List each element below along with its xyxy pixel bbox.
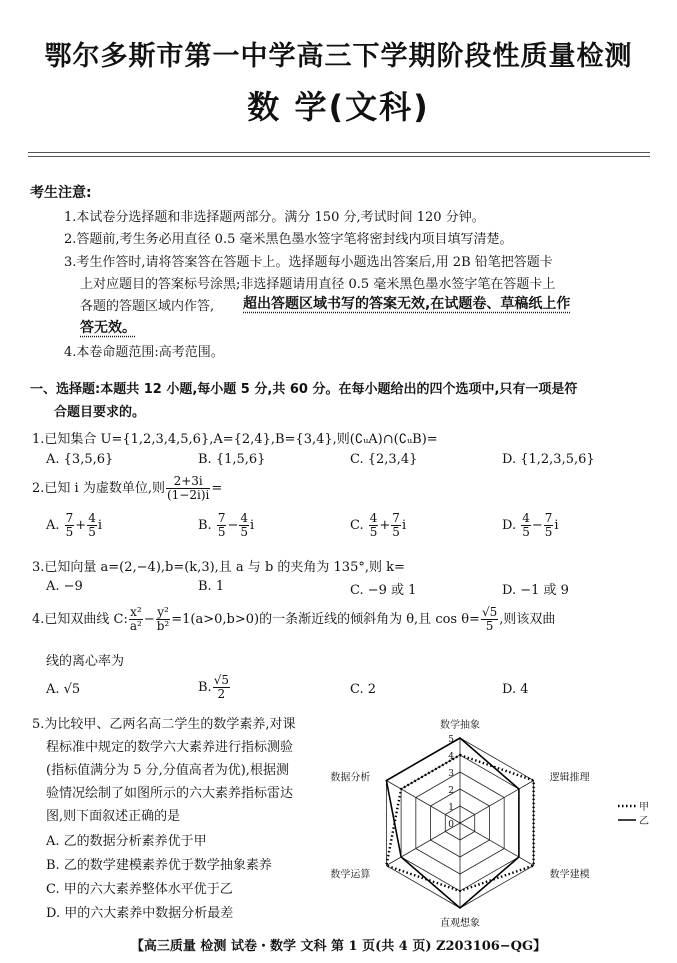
q2-option-label: B. xyxy=(198,518,216,533)
q2-option-frac1 xyxy=(521,512,531,539)
q2-option-unit: i xyxy=(554,518,559,533)
q3-option-a: A. −9 xyxy=(46,579,83,594)
divider-top xyxy=(28,152,650,153)
q5-stem-line: (指标值满分为 5 分,分值高者为优),根据测 xyxy=(46,763,289,778)
q2-option-frac1-num: 4 xyxy=(522,511,530,525)
q4-option-b-den: 2 xyxy=(217,687,226,701)
q1-option-b: B. {1,5,6} xyxy=(198,452,266,467)
q5-stem-line: 验情况绘制了如图所示的六大素养指标雷达 xyxy=(46,786,294,801)
radar-tick-label: 4 xyxy=(448,752,454,762)
notice-emphasis-end: 答无效。 xyxy=(80,320,136,336)
q2-option-frac1-den: 5 xyxy=(65,525,74,539)
radar-axis-label: 数学建模 xyxy=(549,869,590,881)
q3-option-c: C. −9 或 1 xyxy=(350,583,417,598)
q2-denominator: (1−2i)i xyxy=(166,488,210,502)
radar-tick-label: 1 xyxy=(448,803,454,813)
q1-option-a: A. {3,5,6} xyxy=(46,452,114,467)
q2-option-unit: i xyxy=(401,518,407,533)
q4-option-b-label: B. xyxy=(198,680,212,695)
q2-option-frac1 xyxy=(217,512,227,539)
q2-option-frac2 xyxy=(87,512,97,539)
radar-axis-line xyxy=(460,781,534,824)
radar-axis-label: 数据分析 xyxy=(330,772,371,784)
q3-option-b: B. 1 xyxy=(198,579,225,594)
q4-cos-fraction xyxy=(481,606,498,633)
q4-y-fraction xyxy=(156,606,171,633)
legend-label: 甲 xyxy=(639,802,649,813)
q5-stem-line: 程标准中规定的数学六大素养进行指标测验 xyxy=(46,740,294,755)
radar-tick-label: 5 xyxy=(448,735,454,745)
q3-option-d: D. −1 或 9 xyxy=(502,583,569,598)
q2-option-frac1-num: 4 xyxy=(369,511,378,525)
notice-item: 2.答题前,考生务必用直径 0.5 毫米黑色墨水签字笔将密封线内项目填写清楚。 xyxy=(64,232,513,247)
q5-stem-line: 图,则下面叙述正确的是 xyxy=(46,809,181,824)
q4-stem-mid: =1(a>0,b>0)的一条渐近线的倾斜角为 θ,且 cos θ= xyxy=(171,612,480,627)
q2-option-frac2-num: 7 xyxy=(392,511,400,525)
q1-stem: 1.已知集合 U={1,2,3,4,5,6},A={2,4},B={3,4},则(∁ᵤA)∩(∁ᵤB)= xyxy=(32,432,438,447)
q4-y-num: y² xyxy=(157,605,169,619)
q2-option-operator: − xyxy=(227,518,239,533)
q4-option-c: C. 2 xyxy=(350,682,377,697)
q2-option-label: C. xyxy=(350,518,368,533)
q2-option-frac2-den: 5 xyxy=(544,525,553,539)
notice-item: 1.本试卷分选择题和非选择题两部分。满分 150 分,考试时间 120 分钟。 xyxy=(64,210,485,225)
q4-cos-den: 5 xyxy=(485,619,494,633)
q3-stem: 3.已知向量 a=(2,−4),b=(k,3),且 a 与 b 的夹角为 135°,则 k= xyxy=(32,560,405,575)
radar-axis-label: 数学抽象 xyxy=(440,720,480,731)
q4-x-num: x² xyxy=(130,605,142,619)
q1-option-c: C. {2,3,4} xyxy=(350,452,418,467)
q4-cos-num: √5 xyxy=(481,605,498,619)
q2-option-frac2-num: 7 xyxy=(544,511,553,525)
q2-stem-pre: 2.已知 i 为虚数单位,则 xyxy=(32,481,165,496)
radar-tick-label: 0 xyxy=(448,820,454,830)
q2-option-d xyxy=(502,512,559,539)
q5-option-a: A. 乙的数据分析素养优于甲 xyxy=(46,834,207,849)
q2-option-label: D. xyxy=(502,518,521,533)
notice-item: 4.本卷命题范围:高考范围。 xyxy=(64,345,224,360)
q4-stem-line2: 线的离心率为 xyxy=(46,654,125,669)
q2-option-frac1-num: 7 xyxy=(217,511,226,525)
subject-title: 数 学(文科) xyxy=(247,88,430,126)
notice-item: 各题的答题区域内作答, xyxy=(80,299,215,314)
notice-heading: 考生注意: xyxy=(30,185,92,201)
q2-option-frac2-den: 5 xyxy=(88,525,96,539)
q2-option-frac2 xyxy=(544,512,554,539)
q5-option-d: D. 甲的六大素养中数据分析最差 xyxy=(46,906,234,921)
q2-option-frac2 xyxy=(391,512,401,539)
q2-option-frac1-num: 7 xyxy=(65,511,74,525)
q2-option-frac2 xyxy=(239,512,249,539)
q2-option-operator: + xyxy=(75,518,87,533)
q2-option-frac1 xyxy=(369,512,379,539)
q2-option-frac1-den: 5 xyxy=(217,525,226,539)
q4-stem xyxy=(32,606,555,633)
q1-option-d: D. {1,2,3,5,6} xyxy=(502,452,595,467)
q4-y-den: b² xyxy=(156,619,170,633)
q4-stem-pre: 4.已知双曲线 C: xyxy=(32,612,128,627)
notice-item: 上对应题目的答案标号涂黑;非选择题请用直径 0.5 毫米黑色墨水签字笔在答题卡上 xyxy=(80,277,556,292)
radar-axis-label: 直观想象 xyxy=(440,918,480,929)
q5-stem-line: 5.为比较甲、乙两名高二学生的数学素养,对课 xyxy=(32,717,296,732)
divider-bottom xyxy=(28,156,650,157)
q2-option-frac2-num: 4 xyxy=(88,511,96,525)
radar-tick-label: 3 xyxy=(448,769,454,779)
q2-option-frac2-num: 4 xyxy=(240,511,249,525)
q4-minus: − xyxy=(143,612,155,627)
radar-axis-label: 逻辑推理 xyxy=(549,772,590,784)
q5-option-b: B. 乙的数学建模素养优于数学抽象素养 xyxy=(46,858,272,873)
q4-x-fraction xyxy=(129,606,143,633)
q2-option-operator: + xyxy=(379,518,391,533)
q5-option-c: C. 甲的六大素养整体水平优于乙 xyxy=(46,882,233,897)
q4-option-d: D. 4 xyxy=(502,682,529,697)
q2-option-operator: − xyxy=(531,518,543,533)
q4-x-den: a² xyxy=(129,619,142,633)
section-heading: 一、选择题:本题共 12 小题,每小题 5 分,共 60 分。在每小题给出的四个选项中,只有一项是符 xyxy=(30,382,578,397)
notice-emphasis: 超出答题区域书写的答案无效,在试题卷、草稿纸上作 xyxy=(243,296,571,312)
notice-item: 3.考生作答时,请将答案答在答题卡上。选择题每小题选出答案后,用 2B 铅笔把答题卡 xyxy=(64,255,553,270)
q2-fraction xyxy=(166,475,210,502)
radar-chart xyxy=(330,705,670,935)
q2-option-frac2-den: 5 xyxy=(240,525,249,539)
legend-label: 乙 xyxy=(639,816,649,827)
q2-option-frac2-den: 5 xyxy=(392,525,400,539)
section-heading-cont: 合题目要求的。 xyxy=(54,405,146,420)
q2-option-unit: i xyxy=(250,518,255,533)
q2-option-c xyxy=(350,512,406,539)
radar-tick-label: 2 xyxy=(448,786,454,796)
radar-axis-label: 数学运算 xyxy=(330,869,371,881)
q4-option-b-fraction xyxy=(213,674,230,701)
q2-option-frac1 xyxy=(65,512,75,539)
q2-option-b xyxy=(198,512,254,539)
q4-option-b-num: √5 xyxy=(213,673,229,687)
q2-option-unit: i xyxy=(97,518,103,533)
q2-option-frac1-den: 5 xyxy=(522,525,530,539)
exam-title: 鄂尔多斯市第一中学高三下学期阶段性质量检测 xyxy=(44,41,633,72)
q2-numerator: 2+3i xyxy=(166,475,210,489)
q2-stem-post: = xyxy=(211,481,223,496)
q2-option-a xyxy=(46,512,102,539)
q2-option-frac1-den: 5 xyxy=(369,525,378,539)
q4-option-a: A. √5 xyxy=(46,682,81,697)
radar-axis-line xyxy=(460,823,534,866)
q2-option-label: A. xyxy=(46,518,64,533)
q4-option-b xyxy=(198,674,231,701)
q2-stem xyxy=(32,475,222,502)
page-footer: 【高三质量 检测 试卷・数学 文科 第 1 页(共 4 页) Z203106−QG】 xyxy=(130,939,547,954)
q4-stem-post: ,则该双曲 xyxy=(499,612,556,627)
